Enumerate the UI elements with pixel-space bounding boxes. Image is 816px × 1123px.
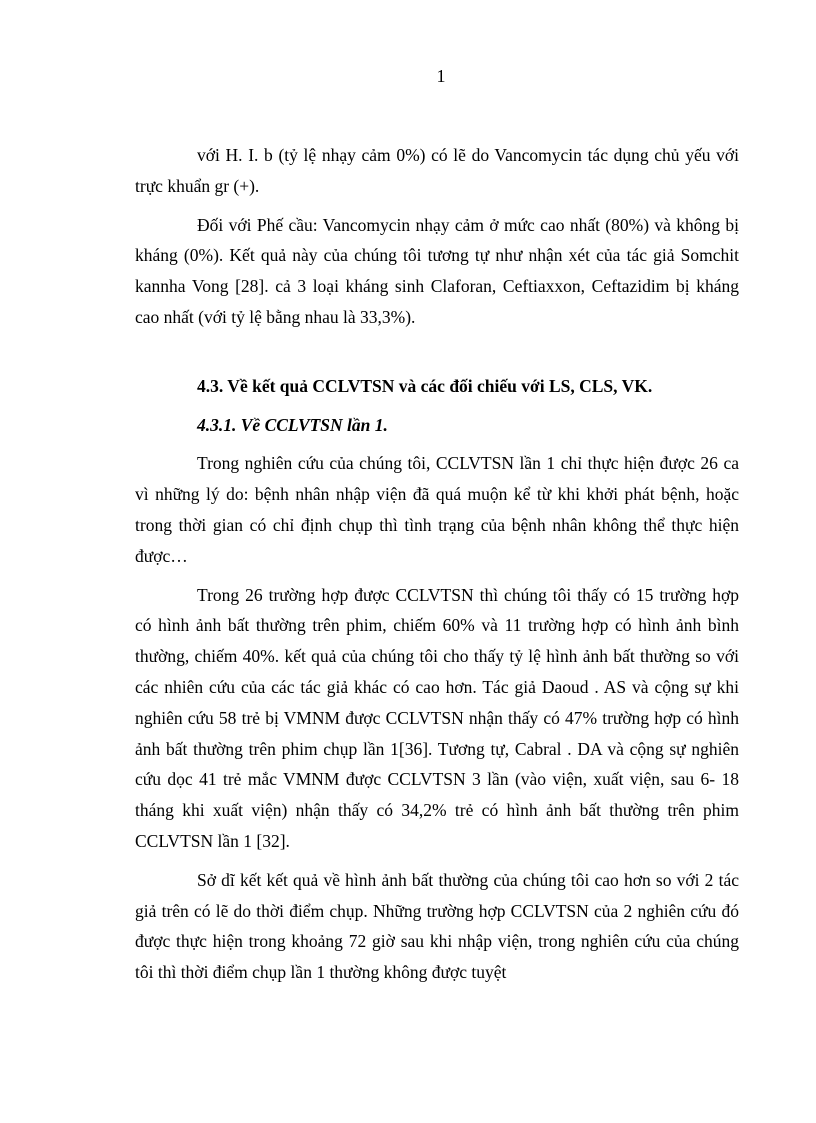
paragraph: với H. I. b (tỷ lệ nhạy cảm 0%) có lẽ do Vancomycin tác dụng chủ yếu với trực khuẩn gr (+). [135, 145, 739, 196]
paragraph: Trong 26 trường hợp được CCLVTSN thì chúng tôi thấy có 15 trường hợp có hình ảnh bất thường trên phim, chiếm 60% và 11 trường hợp có hình ảnh bình thường, chiếm 40%. kết quả của chúng tôi cho thấy tỷ lệ hình ảnh bất thường so với các nhiên cứu của các tác giả khác có cao hơn. Tác giả Daoud . AS và cộng sự khi nghiên cứu 58 trẻ bị VMNM được CCLVTSN nhận thấy có 47% trường hợp có hình ảnh bất thường trên phim chụp lần 1[36]. Tương tự, Cabral . DA và cộng sự nghiên cứu dọc 41 trẻ mắc VMNM được CCLVTSN 3 lần (vào viện, xuất viện, sau 6- 18 tháng khi xuất viện) nhận thấy có 34,2% trẻ có hình ảnh bất thường trên phim CCLVTSN lần 1 [32]. [135, 584, 739, 851]
page-number: 1 [436, 66, 446, 86]
paragraph: Trong nghiên cứu của chúng tôi, CCLVTSN lần 1 chỉ thực hiện được 26 ca vì những lý do: bệnh nhân nhập viện đã quá muộn kể từ khi khởi phát bệnh, hoặc trong thời gian có chỉ định chụp thì tình trạng của bệnh nhân không thể thực hiện được… [135, 453, 739, 566]
section-spacer [135, 341, 739, 371]
subsection-heading: 4.3.1. Về CCLVTSN lần 1. [197, 414, 388, 435]
document-body [135, 140, 739, 996]
paragraph: Sở dĩ kết kết quả về hình ảnh bất thường của chúng tôi cao hơn so với 2 tác giả trên có lẽ do thời điểm chụp. Những trường hợp CCLVTSN của 2 nghiên cứu đó được thực hiện trong khoảng 72 giờ sau khi nhập viện, trong nghiên cứu của chúng tôi thì thời điểm chụp lần 1 thường không được tuyệt [135, 869, 739, 983]
paragraph: Đối với Phế cầu: Vancomycin nhạy cảm ở mức cao nhất (80%) và không bị kháng (0%). Kết quả này của chúng tôi tương tự như nhận xét của tác giả Somchit kannha Vong [28]. cả 3 loại kháng sinh Claforan, Ceftiaxxon, Ceftazidim bị kháng cao nhất (với tỷ lệ bằng nhau là 33,3%). [135, 214, 739, 327]
section-heading: 4.3. Về kết quả CCLVTSN và các đối chiếu với LS, CLS, VK. [197, 375, 653, 396]
